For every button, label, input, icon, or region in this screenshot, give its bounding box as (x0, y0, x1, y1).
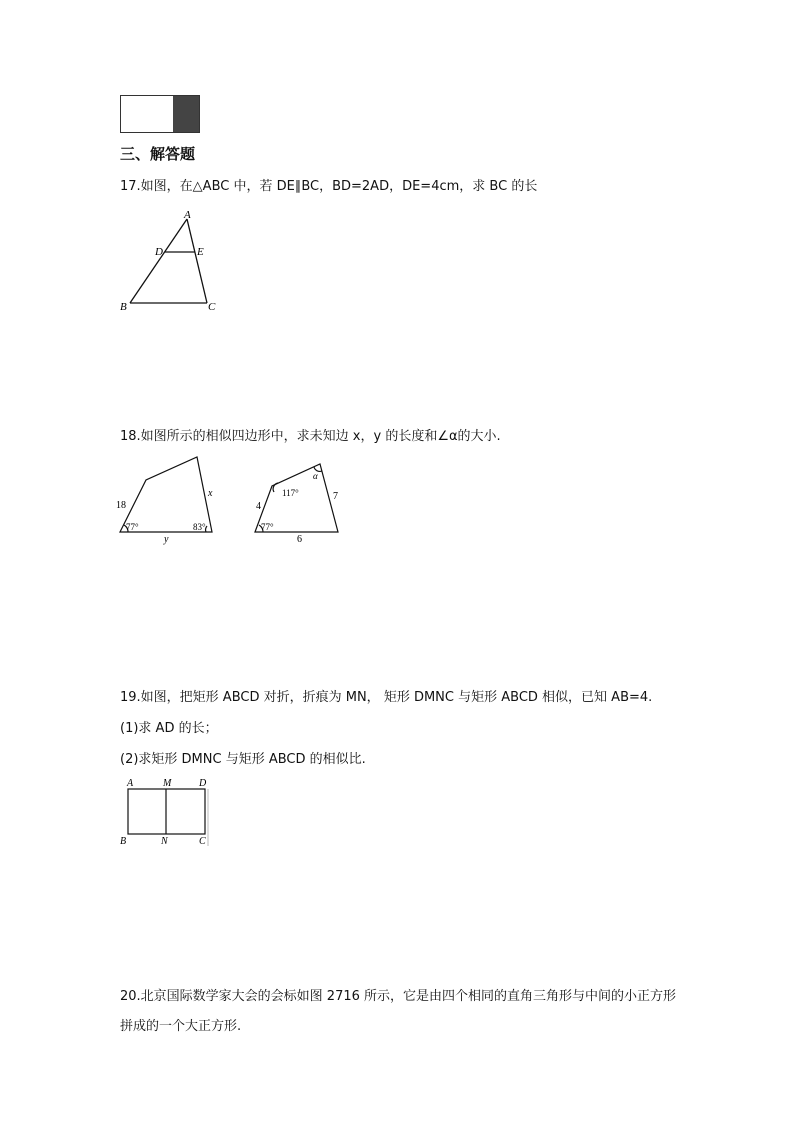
q17-label-c: C (208, 301, 216, 313)
question-19-part-1: (1)求 AD 的长； (120, 721, 218, 736)
question-20-text: 20.北京国际数学家大会的会标如图 2716 所示，它是由四个相同的直角三角形与中间的小正方形拼成的一个大正方形. (120, 989, 677, 1034)
q17-label-d: D (155, 246, 163, 258)
question-18-text: 18.如图所示的相似四边形中，求未知边 x，y 的长度和∠α的大小. (120, 429, 501, 444)
q17-label-e: E (197, 246, 204, 258)
question-17-figure (115, 205, 225, 315)
q17-label-a: A (184, 209, 191, 221)
q18-left-side-left: 18 (116, 500, 126, 511)
score-box-shaded-cell (173, 96, 199, 132)
question-19-part-2: (2)求矩形 DMNC 与矩形 ABCD 的相似比. (120, 752, 366, 767)
q17-label-b: B (120, 301, 127, 313)
q18-right-side-bottom: 6 (297, 534, 302, 545)
q18-left-angle-br: 83° (193, 522, 206, 532)
q18-right-angle-tr: α (313, 471, 318, 481)
q18-left-side-right: x (208, 488, 213, 499)
q18-right-side-right: 7 (333, 491, 338, 502)
q18-right-angle-tl: 117° (282, 488, 299, 498)
q18-right-side-left: 4 (256, 501, 261, 512)
question-19-text: 19.如图，把矩形 ABCD 对折，折痕为 MN， 矩形 DMNC 与矩形 ABCD 相似，已知 AB=4. (120, 690, 653, 705)
q19-label-a: A (127, 778, 134, 789)
q19-label-d: D (199, 778, 207, 789)
question-19-figure (115, 774, 215, 850)
question-18-figure (110, 450, 350, 550)
q19-label-b: B (120, 836, 127, 847)
section-title: 三、解答题 (120, 145, 196, 163)
question-17-text: 17.如图，在△ABC 中，若 DE∥BC，BD=2AD，DE=4cm，求 BC 的长 (120, 179, 538, 194)
q18-right-angle-bl: 77° (261, 522, 274, 532)
score-box (120, 95, 200, 133)
q18-left-side-bottom: y (164, 534, 169, 545)
q18-left-angle-bl: 77° (126, 522, 139, 532)
q19-label-n: N (161, 836, 168, 847)
q19-label-c: C (199, 836, 206, 847)
q19-label-m: M (163, 778, 172, 789)
